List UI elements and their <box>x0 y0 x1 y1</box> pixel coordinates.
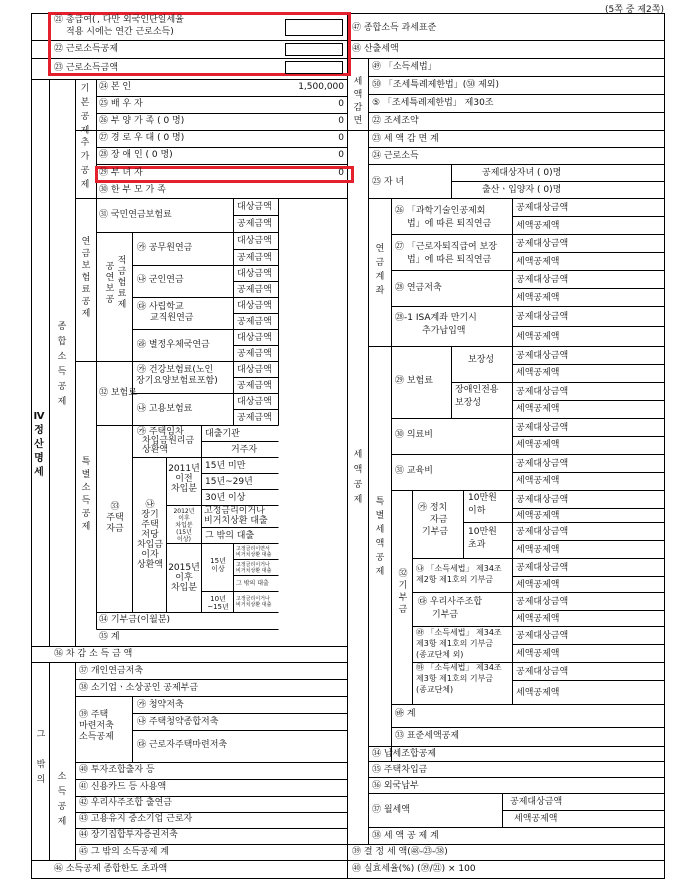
science-label-1: ㉖ 「과학기술인공제회 <box>395 206 486 216</box>
sme-worker-label: ㊸ 고용유지 중소기업 근로자 <box>79 814 193 824</box>
earned-income-deduction-label: ㉒ 근로소득공제 <box>54 44 119 54</box>
designated-donation-label <box>416 627 502 660</box>
credit-amount-12: 세액공제액 <box>516 614 560 624</box>
target-amount-1: 대상금액 <box>237 202 272 212</box>
subscription-label: ㉮ 청약저축 <box>137 700 184 710</box>
long-term-l3: 주택 <box>141 520 159 530</box>
y2011-l3: 차입분 <box>170 484 198 494</box>
target-amount-5: 대상금액 <box>237 333 272 343</box>
other-loan-label: 그 밖의 대출 <box>205 531 255 541</box>
over100k-l1: 10만원 <box>468 527 497 537</box>
under-100k-label <box>468 492 497 518</box>
total-salary-label-2: , 다만 외국인단일세율 <box>97 15 184 25</box>
disabled-coverage-label-1: 장애인전용 <box>455 385 499 395</box>
target-amount-7: 대상금액 <box>237 397 272 407</box>
elderly-amount: 0 <box>338 133 344 143</box>
credit-amount-13: 세액공제액 <box>516 649 560 659</box>
treaty-label: ㉒ 조세조약 <box>372 116 419 126</box>
single-parent-label: ㉚ 한 부 모 가 족 <box>99 185 166 195</box>
credit-amount-3: 세액공제액 <box>516 293 560 303</box>
long-term-fund-label: ㊹ 장기집합투자증권저축 <box>79 830 178 840</box>
lender-label: 대출기관 <box>205 429 240 439</box>
disabled-label: ㉘ 장 애 인 ( 0 명) <box>99 150 173 160</box>
employee-union-l2: 기부금 <box>432 610 459 620</box>
tiny-a-l2: 비거치상환 대출 <box>236 552 272 558</box>
total-salary-label-3: 적용 시에는 연간 근로소득) <box>66 27 174 37</box>
public-pension-label-b: 적 금 험료 제 <box>117 256 127 310</box>
earned-income-deduction-field[interactable] <box>285 43 343 56</box>
housing-sub-label: ㉯ 주택청약종합저축 <box>137 717 219 727</box>
retire-label-2: 법」에 따른 퇴직연금 <box>407 255 492 265</box>
public-pension-label-a: 공 연 보 공 <box>105 262 115 305</box>
long-term-l6: 이자 <box>141 550 159 560</box>
tiny-b-l1: 고정금리이거나 <box>236 562 270 568</box>
housing-savings-l3: 소득공제 <box>79 732 114 742</box>
credit-amount-6: 세액공제액 <box>516 404 560 414</box>
disabled-amount: 0 <box>338 150 344 160</box>
pension-savings-label: ㉘ 연금저축 <box>395 283 442 293</box>
housing-loan-label-3: 상환액 <box>142 445 169 455</box>
target-credit-13: 공제대상금액 <box>516 631 569 641</box>
target-credit-14: 공제대상금액 <box>516 667 569 677</box>
legal-l1: ㉯ 「소득세법」 제34조 <box>416 564 502 573</box>
foreign-tax-label: ㊱ 외국납부 <box>372 781 419 791</box>
deduction-amount-2: 공제금액 <box>237 253 272 263</box>
special-deduction-label: 특 별 소 득 공 제 <box>81 457 91 532</box>
other-deduction-label-b: 소 득 공 제 <box>57 772 67 827</box>
employee-union-donation-label <box>418 596 482 622</box>
target-credit-10: 공제대상금액 <box>516 527 569 537</box>
y10-15-l1: 10년 <box>210 595 226 603</box>
insurance-label: ㉜ 보험료 <box>99 388 137 398</box>
y10-15-label <box>203 595 233 611</box>
fixed-rate-label-2: 비거치상환 대출 <box>204 516 268 526</box>
credit-card-label: ㊶ 신용카드 등 사용액 <box>79 782 167 792</box>
dependents-amount: 0 <box>338 116 344 126</box>
tax-reduction-label: 세 액 감 면 <box>353 77 363 126</box>
legal-l2: 제2항 제1호의 기부금 <box>416 575 494 584</box>
housing-loan-credit-label: ㉟ 주택차입금 <box>372 765 428 775</box>
long-term-mortgage-label <box>135 500 165 570</box>
donation-label: ㉜ 기 부 금 <box>398 569 408 615</box>
y2011-label <box>167 464 201 494</box>
long-term-l5: 차입금 <box>136 540 164 550</box>
isa-label-2: 추가납입액 <box>422 326 466 336</box>
y2011-l1: 2011년 <box>168 464 200 474</box>
education-label: ㉛ 교육비 <box>395 466 433 476</box>
tiny-fixed-d <box>236 596 271 608</box>
over-30-label: 30년 이상 <box>205 493 246 503</box>
under100k-l1: 10만원 <box>468 493 497 503</box>
credit-amount-1: 세액공제액 <box>516 221 560 231</box>
y2015-l3: 차입분 <box>170 583 198 593</box>
y2015-l2: 이후 <box>175 573 193 583</box>
employee-stock-label: ㊷ 우리사주조합 출연금 <box>79 798 172 808</box>
tiny-d-l2: 비거치상환 대출 <box>236 602 272 608</box>
disabled-coverage-label-2: 보장성 <box>455 398 482 408</box>
tiny-other: 그 밖의 대출 <box>236 580 269 587</box>
target-credit-15: 공제대상금액 <box>510 797 563 807</box>
self-amount: 1,500,000 <box>298 82 344 92</box>
target-credit-5: 공제대상금액 <box>516 351 569 361</box>
legal-donation-label <box>416 563 502 585</box>
y2012-l5: 이상) <box>177 536 191 543</box>
medical-label: ㉚ 의료비 <box>395 430 433 440</box>
political-l1: ㉮ 정치 <box>418 503 448 513</box>
children-count-label: 공제대상자녀 ( 0)명 <box>482 168 562 178</box>
target-credit-6: 공제대상금액 <box>516 387 569 397</box>
spouse-label: ㉕ 배 우 자 <box>99 99 143 109</box>
resident-label: 거주자 <box>231 445 258 455</box>
y2011-l2: 이전 <box>175 474 193 484</box>
pension-insurance-label: 연 금 보 험 료 공 제 <box>81 237 91 319</box>
science-label-2: 법」에 따른 퇴직연금 <box>407 219 492 229</box>
restriction-act-label: ㊿ 「조세특례제한법」(㊿ 제외) <box>372 80 499 90</box>
fixed-rate-label-1: 고정금리이거나 <box>204 506 265 516</box>
tiny-b-l2: 비거치상환 대출 <box>236 568 272 574</box>
isa-label-1: ㉘-1 ISA계좌 만기시 <box>395 313 477 323</box>
y2012-label <box>167 508 201 543</box>
target-credit-11: 공제대상금액 <box>516 563 569 573</box>
additional-deduction-label: 추 가 공 제 <box>80 138 90 190</box>
y2015-label <box>167 563 201 593</box>
right-subtotal-label: ㉳ 계 <box>395 709 416 719</box>
left-subtotal-label: ㉟ 계 <box>99 632 120 642</box>
employee-union-l1: ㉰ 우리사주조합 <box>418 597 483 607</box>
coverage-label: 보장성 <box>468 355 495 365</box>
designated-l2: 제3항 제1호의 기부금 <box>416 639 494 648</box>
designated-l3: (종교단체 외) <box>416 650 464 659</box>
monthly-rent-label: ㊲ 월세액 <box>372 805 410 815</box>
credit-amount-15: 세액공제액 <box>514 814 558 824</box>
tiny-fixed-a <box>236 546 271 558</box>
tax-base-label: ㊼ 종합소득 과세표준 <box>352 23 437 33</box>
long-term-l4: 저당 <box>141 530 159 540</box>
credit-amount-2: 세액공제액 <box>516 257 560 267</box>
health-insurance-label-2: 장기요양보험료포함) <box>136 376 218 386</box>
designated-l1: ㉱ 「소득세법」 제34조 <box>416 628 502 637</box>
deduction-amount-3: 공제금액 <box>237 285 272 295</box>
employment-insurance-label: ㉯ 고용보험료 <box>137 404 193 414</box>
elderly-label: ㉗ 경 로 우 대 ( 0 명) <box>99 133 185 143</box>
tiny-fixed-b <box>236 562 271 574</box>
y2012-l3: 차입분 <box>175 522 193 529</box>
small-business-label: ㊳ 소기업ㆍ소상공인 공제부금 <box>79 683 199 693</box>
earned-income-amount-field[interactable] <box>285 61 343 74</box>
private-school-label-1: ㉰ 사립학교 <box>137 302 184 312</box>
target-credit-1: 공제대상금액 <box>516 203 569 213</box>
deduction-amount-1: 공제금액 <box>237 219 272 229</box>
retire-label-1: ㉗ 「근로자퇴직급여 보장 <box>395 242 497 252</box>
over100k-l2: 초과 <box>468 540 486 550</box>
section-title: Ⅳ 정 산 명 세 <box>33 411 45 478</box>
credit-total-label: ㊳ 세 액 공 제 계 <box>372 831 439 841</box>
long-term-l2: 장기 <box>141 510 159 520</box>
housing-loan-label-1: ㉮ 주택임차 <box>137 427 184 437</box>
tax-union-label: ㉞ 납세조합공제 <box>372 749 437 759</box>
restriction-30-label: ⑤ 「조세특례제한법」 제30조 <box>372 98 494 108</box>
deduction-amount-5: 공제금액 <box>237 349 272 359</box>
personal-pension-label: ㊲ 개인연금저축 <box>79 666 144 676</box>
private-school-label-2: 교직원연금 <box>150 313 194 323</box>
birth-count-label: 출산ㆍ입양자 ( 0)명 <box>482 185 562 195</box>
housing-fund-label: ㉝ 주택 자금 <box>106 502 124 534</box>
tiny-d-l1: 고정금리이거나 <box>236 596 270 602</box>
under100k-l2: 이하 <box>468 506 486 516</box>
political-l3: 기부금 <box>422 527 449 537</box>
other-total-label: ㊺ 그 밖의 소득공제 계 <box>79 847 169 857</box>
comprehensive-deduction-label: 종 합 소 득 공 제 <box>57 322 67 407</box>
credit-amount-8: 세액공제액 <box>516 476 560 486</box>
reduction-total-label: ㉓ 세 액 감 면 계 <box>372 134 439 144</box>
long-term-l1: ㉯ <box>145 500 155 510</box>
income-tax-act-label: ㊾ 「소득세법」 <box>372 62 437 72</box>
health-insurance-label-1: ㉮ 건강보험료(노인 <box>137 365 214 375</box>
religious-l3: (종교단체) <box>416 685 454 694</box>
y2012-l1: 2012년 <box>173 508 195 515</box>
long-term-l7: 상환액 <box>136 560 164 570</box>
target-credit-2: 공제대상금액 <box>516 239 569 249</box>
target-amount-3: 대상금액 <box>237 269 272 279</box>
credit-amount-5: 세액공제액 <box>516 368 560 378</box>
total-salary-field[interactable] <box>285 19 343 36</box>
y15-29-label: 15년~29년 <box>205 477 253 487</box>
credit-amount-7: 세액공제액 <box>516 440 560 450</box>
y2015-l1: 2015년 <box>168 563 200 573</box>
standard-credit-label: ㉝ 표준세액공제 <box>395 731 460 741</box>
spouse-amount: 0 <box>338 99 344 109</box>
credit-amount-9: 세액공제액 <box>516 511 560 521</box>
gongmuwon-label: ㉮ 공무원연금 <box>137 243 193 253</box>
effective-rate-label: ㊵ 실효세율(%) (㊴/㉑) × 100 <box>352 864 476 874</box>
donation-carry-label: ㉞ 기부금(이월분) <box>99 615 171 625</box>
national-pension-label: ㉛ 국민연금보험료 <box>99 210 172 220</box>
target-amount-6: 대상금액 <box>237 365 272 375</box>
military-label: ㉯ 군인연금 <box>137 275 184 285</box>
insurance-premium-label: ㉙ 보험료 <box>395 376 433 386</box>
pension-account-label: 연 금 계 좌 <box>375 244 385 296</box>
total-salary-label-1: ㉑ 총급여( <box>54 15 96 25</box>
housing-loan-label-2: 차입금원리금 <box>142 436 195 446</box>
target-credit-9: 공제대상금액 <box>516 495 569 505</box>
female-label: ㉙ 부 녀 자 <box>99 168 143 178</box>
determined-tax-label: ㊴ 결 정 세 액(㊽-㉓-㊳) <box>352 847 448 857</box>
target-credit-12: 공제대상금액 <box>516 597 569 607</box>
deductible-income-label: ㊱ 차 감 소 득 금 액 <box>54 649 133 659</box>
female-amount: 0 <box>338 168 344 178</box>
calculated-tax-label: ㊽ 산출세액 <box>352 44 399 54</box>
credit-amount-11: 세액공제액 <box>516 580 560 590</box>
housing-savings-l2: 마련저축 <box>79 721 114 731</box>
target-amount-2: 대상금액 <box>237 236 272 246</box>
target-credit-8: 공제대상금액 <box>516 459 569 469</box>
limit-excess-label: ㊻ 소득공제 종합한도 초과액 <box>54 864 168 874</box>
under-15-label: 15년 미만 <box>205 461 246 471</box>
over15-l2: 이상 <box>211 565 225 573</box>
self-label: ㉔ 본 인 <box>99 82 132 92</box>
invest-union-label: ㊵ 투자조합출자 등 <box>79 765 155 775</box>
basic-deduction-label: 기 본 공 제 <box>80 84 90 136</box>
credit-amount-10: 세액공제액 <box>516 545 560 555</box>
target-amount-4: 대상금액 <box>237 301 272 311</box>
earned-income-amount-label: ㉓ 근로소득금액 <box>54 63 119 73</box>
over15-l1: 15년 <box>210 557 226 565</box>
special-credit-label: 특 별 세 액 공 제 <box>375 497 385 577</box>
y2012-l2: 이후 <box>178 515 190 522</box>
credit-amount-14: 세액공제액 <box>516 688 560 698</box>
target-credit-7: 공제대상금액 <box>516 423 569 433</box>
deduction-amount-7: 공제금액 <box>237 413 272 423</box>
religious-donation-label <box>416 662 502 695</box>
other-deduction-label-a: 그 밖 의 <box>36 730 46 785</box>
deduction-amount-4: 공제금액 <box>237 317 272 327</box>
tiny-a-l1: 고정금리이면서 <box>236 546 270 552</box>
over-100k-label <box>468 526 497 552</box>
over15-label <box>203 557 233 573</box>
deduction-amount-6: 공제금액 <box>237 381 272 391</box>
housing-savings-l1: ㊴ 주택 <box>79 710 109 720</box>
target-credit-4: 공제대상금액 <box>516 312 569 322</box>
religious-l1: ㉲ 「소득세법」 제34조 <box>416 663 502 672</box>
religious-l2: 제3항 제1호의 기부금 <box>416 674 494 683</box>
worker-housing-label: ㉰ 근로자주택마련저축 <box>137 740 228 750</box>
target-credit-3: 공제대상금액 <box>516 275 569 285</box>
credit-amount-4: 세액공제액 <box>516 332 560 342</box>
dependents-label: ㉖ 부 양 가 족 ( 0 명) <box>99 116 185 126</box>
post-office-label: ㉱ 별정우체국연금 <box>137 340 210 350</box>
political-l2: 자금 <box>430 515 448 525</box>
earned-income-credit-label: ㉔ 근로소득 <box>372 151 419 161</box>
tax-credit-label: 세 액 공 제 <box>353 450 363 505</box>
y2012-l4: (15년 <box>176 529 192 536</box>
y10-15-l2: ~15년 <box>207 603 229 611</box>
political-label <box>418 502 448 538</box>
housing-savings-label <box>79 710 114 743</box>
page-number-note: (5쪽 중 제2쪽) <box>605 5 664 15</box>
children-label: ㉕ 자 녀 <box>372 177 405 187</box>
